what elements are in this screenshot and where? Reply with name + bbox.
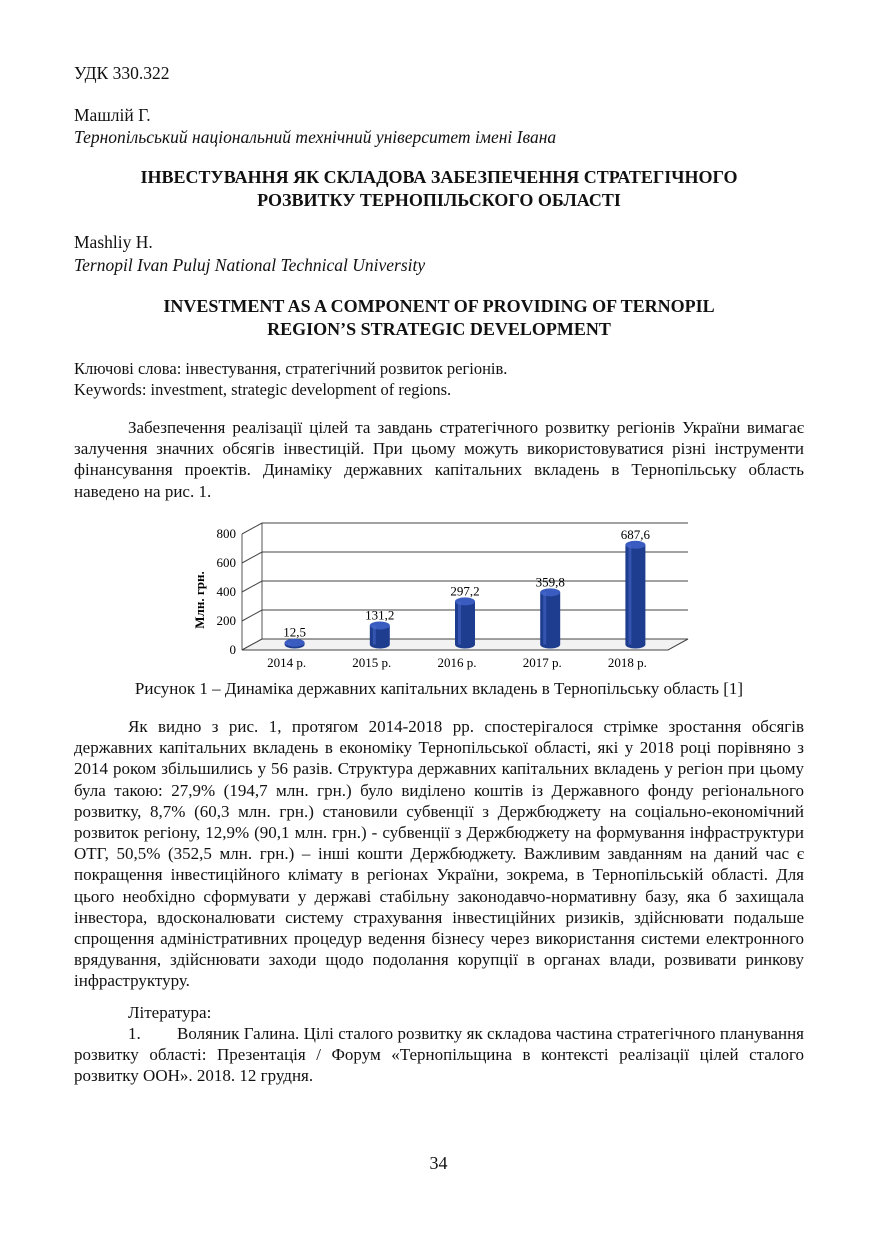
title-ua-line-1: ІНВЕСТУВАННЯ ЯК СКЛАДОВА ЗАБЕЗПЕЧЕННЯ СТРАТЕГІЧНОГО xyxy=(140,167,738,187)
intro-paragraph-text: Забезпечення реалізації цілей та завдань стратегічного розвитку регіонів України вимагає залучення значних обсягів інвестицій. При цьому можуть використовуватися різні інструменти фінансування проектів. Динаміку державних капітальних вкладень в Тернопільську область наведено на рис. 1. xyxy=(74,418,804,501)
chart-y-tick-label: 600 xyxy=(216,555,236,570)
chart-y-axis-label: Млн. грн. xyxy=(192,571,207,629)
reference-1-number: 1. xyxy=(128,1024,141,1043)
udc-code: УДК 330.322 xyxy=(74,63,170,83)
chart-y-tick-label: 400 xyxy=(216,584,236,599)
page-number: 34 xyxy=(429,1153,448,1173)
chart-bar-highlight xyxy=(373,625,376,644)
title-en-line-2: REGION’S STRATEGIC DEVELOPMENT xyxy=(267,319,611,339)
chart-bar-highlight xyxy=(288,643,291,645)
main-paragraph xyxy=(74,716,804,992)
author-en: Mashliy H. xyxy=(74,232,153,252)
author-ua: Машлій Г. xyxy=(74,105,151,125)
figure-caption: Рисунок 1 – Динаміка державних капітальних вкладень в Тернопільську область [1] xyxy=(134,679,744,698)
chart-x-tick-label: 2018 р. xyxy=(607,655,647,670)
affiliation-ua: Тернопільський національний технічний університет імені Івана xyxy=(74,127,557,147)
chart-y-ticks xyxy=(217,526,237,657)
chart-bar-top xyxy=(370,621,390,629)
reference-1 xyxy=(74,1023,804,1087)
main-paragraph-text: Як видно з рис. 1, протягом 2014-2018 рр. спостерігалося стрімке зростання обсягів державних капітальних вкладень в економіку Тернопільської області, які у 2018 році порівняно з 2014 роком збільшились у 56 разів. Структура державних капітальних вкладень у регіон при цьому була такою: 27,9% (194,7 млн. грн.) було виділено коштів із Державного фонду регіонального розвитку, 8,7% (60,3 млн. грн.) становили субвенції з Держбюджету на соціально-економічний розвиток регіону, 12,9% (90,1 млн. грн.) - субвенції з Держбюджету на формування інфраструктури ОТГ, 50,5% (352,5 млн. грн.) – інші кошти Держбюджету. Важливим завданням на даний час є покращення інвестиційного клімату в регіонах України, зокрема, в Тернопільській області. Для цього необхідно сформувати у державі стабільну законодавчо-нормативну базу, яка б захищала інвестора, вдосконалювати систему страхування інвестиційних ризиків, здійснювати подальше спрощення адміністративних процедур ведення бізнесу через використання системи електронного врядування, здійснювати заходи щодо подолання корупції в органах влади, розвивати ринкову інфраструктуру. xyxy=(74,717,804,991)
chart-value-label: 131,2 xyxy=(365,607,395,623)
chart-value-label: 297,2 xyxy=(450,583,480,599)
chart-y-tick-label: 0 xyxy=(229,642,236,657)
title-en-line-1: INVESTMENT AS A COMPONENT OF PROVIDING OF TERNOPIL xyxy=(163,296,715,316)
chart-bar xyxy=(455,597,475,648)
chart-x-labels xyxy=(267,655,647,670)
chart-bar-highlight xyxy=(458,601,461,644)
chart-x-tick-label: 2014 р. xyxy=(267,655,307,670)
chart-x-tick-label: 2016 р. xyxy=(437,655,477,670)
chart-x-tick-label: 2017 р. xyxy=(522,655,562,670)
chart-bar-highlight xyxy=(543,592,546,644)
reference-1-text: Воляник Галина. Цілі сталого розвитку як складова частина стратегічного планування розвитку області: Презентація / Форум «Тернопільщина в контексті реалізації цілей сталого розвитку ООН». 2018. 12 грудня. xyxy=(74,1024,804,1086)
chart-bar-highlight xyxy=(628,545,631,645)
title-ua-line-2: РОЗВИТКУ ТЕРНОПІЛЬСКОГО ОБЛАСТІ xyxy=(257,190,621,210)
references-heading: Література: xyxy=(128,1003,212,1022)
chart-x-tick-label: 2015 р. xyxy=(352,655,392,670)
keywords-ua: Ключові слова: інвестування, стратегічний розвиток регіонів. xyxy=(74,359,508,378)
chart-value-label: 12,5 xyxy=(283,624,306,640)
chart-bar xyxy=(625,541,645,649)
chart-y-tick-label: 200 xyxy=(216,613,236,628)
chart-y-tick-label: 800 xyxy=(216,526,236,541)
chart-value-label: 687,6 xyxy=(620,526,651,542)
chart-value-label: 359,8 xyxy=(535,574,565,590)
keywords-en: Keywords: investment, strategic development of regions. xyxy=(74,380,452,399)
chart-bar xyxy=(540,588,560,648)
bar-chart xyxy=(180,512,700,672)
chart-gridline xyxy=(242,552,688,563)
affiliation-en: Ternopil Ivan Puluj National Technical University xyxy=(74,255,426,275)
chart-bar xyxy=(370,621,390,648)
chart-bar xyxy=(285,639,305,649)
intro-paragraph xyxy=(74,417,804,502)
